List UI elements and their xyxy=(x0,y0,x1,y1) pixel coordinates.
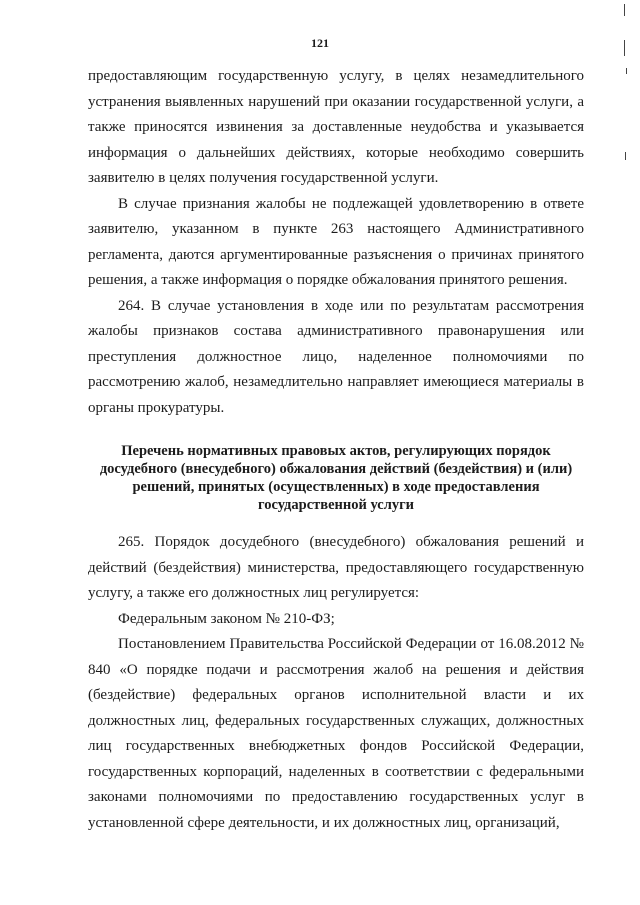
paragraph-government-resolution: Постановлением Правительства Российской Федерации от 16.08.2012 № 840 «О порядке подачи и рассмотрения жалоб на решения и действия (бездействие) федеральных органов исполнительной власти и их должностных лиц, федеральных государственных служащих, должностных лиц государственных внебюджетных фондов Российской Федерации, государственных корпораций, наделенных в соответствии с федеральными законами полномочиями по предоставлению государственных услуг в установленной сфере деятельности, и их должностных лиц, организаций, xyxy=(88,636,584,831)
page-number: 121 xyxy=(311,36,329,50)
section-heading: Перечень нормативных правовых актов, регулирующих порядок досудебного (внесудебного) обжалования действий (бездействия) и (или) решений, принятых (осуществленных) в ходе предоставления государственной услуги xyxy=(99,443,573,513)
scan-margin-mark xyxy=(626,68,627,74)
scan-margin-mark xyxy=(624,40,625,56)
paragraph-264: 264. В случае установления в ходе или по результатам рассмотрения жалобы признаков состава административного правонарушения или преступления должностное лицо, наделенное полномочиями по рассмотрению жалоб, незамедлительно направляет имеющиеся материалы в органы прокуратуры. xyxy=(88,297,584,416)
paragraph-federal-law: Федеральным законом № 210-ФЗ; xyxy=(118,610,335,627)
paragraph-265: 265. Порядок досудебного (внесудебного) обжалования решений и действий (бездействия) министерства, предоставляющего государственную услугу, а также его должностных лиц регулируется: xyxy=(88,534,584,601)
scan-margin-mark xyxy=(625,152,626,160)
scan-margin-mark xyxy=(624,4,625,16)
document-body xyxy=(88,64,584,836)
paragraph-refusal-case: В случае признания жалобы не подлежащей удовлетворению в ответе заявителю, указанном в пункте 263 настоящего Административного регламента, даются аргументированные разъяснения о причинах принятого решения, а также информация о порядке обжалования принятого решения. xyxy=(88,195,584,288)
paragraph-continuation: предоставляющим государственную услугу, в целях незамедлительного устранения выявленных нарушений при оказании государственной услуги, а также приносятся извинения за доставленные неудобства и указывается информация о дальнейших действиях, которые необходимо совершить заявителю в целях получения государственной услуги. xyxy=(88,68,584,186)
